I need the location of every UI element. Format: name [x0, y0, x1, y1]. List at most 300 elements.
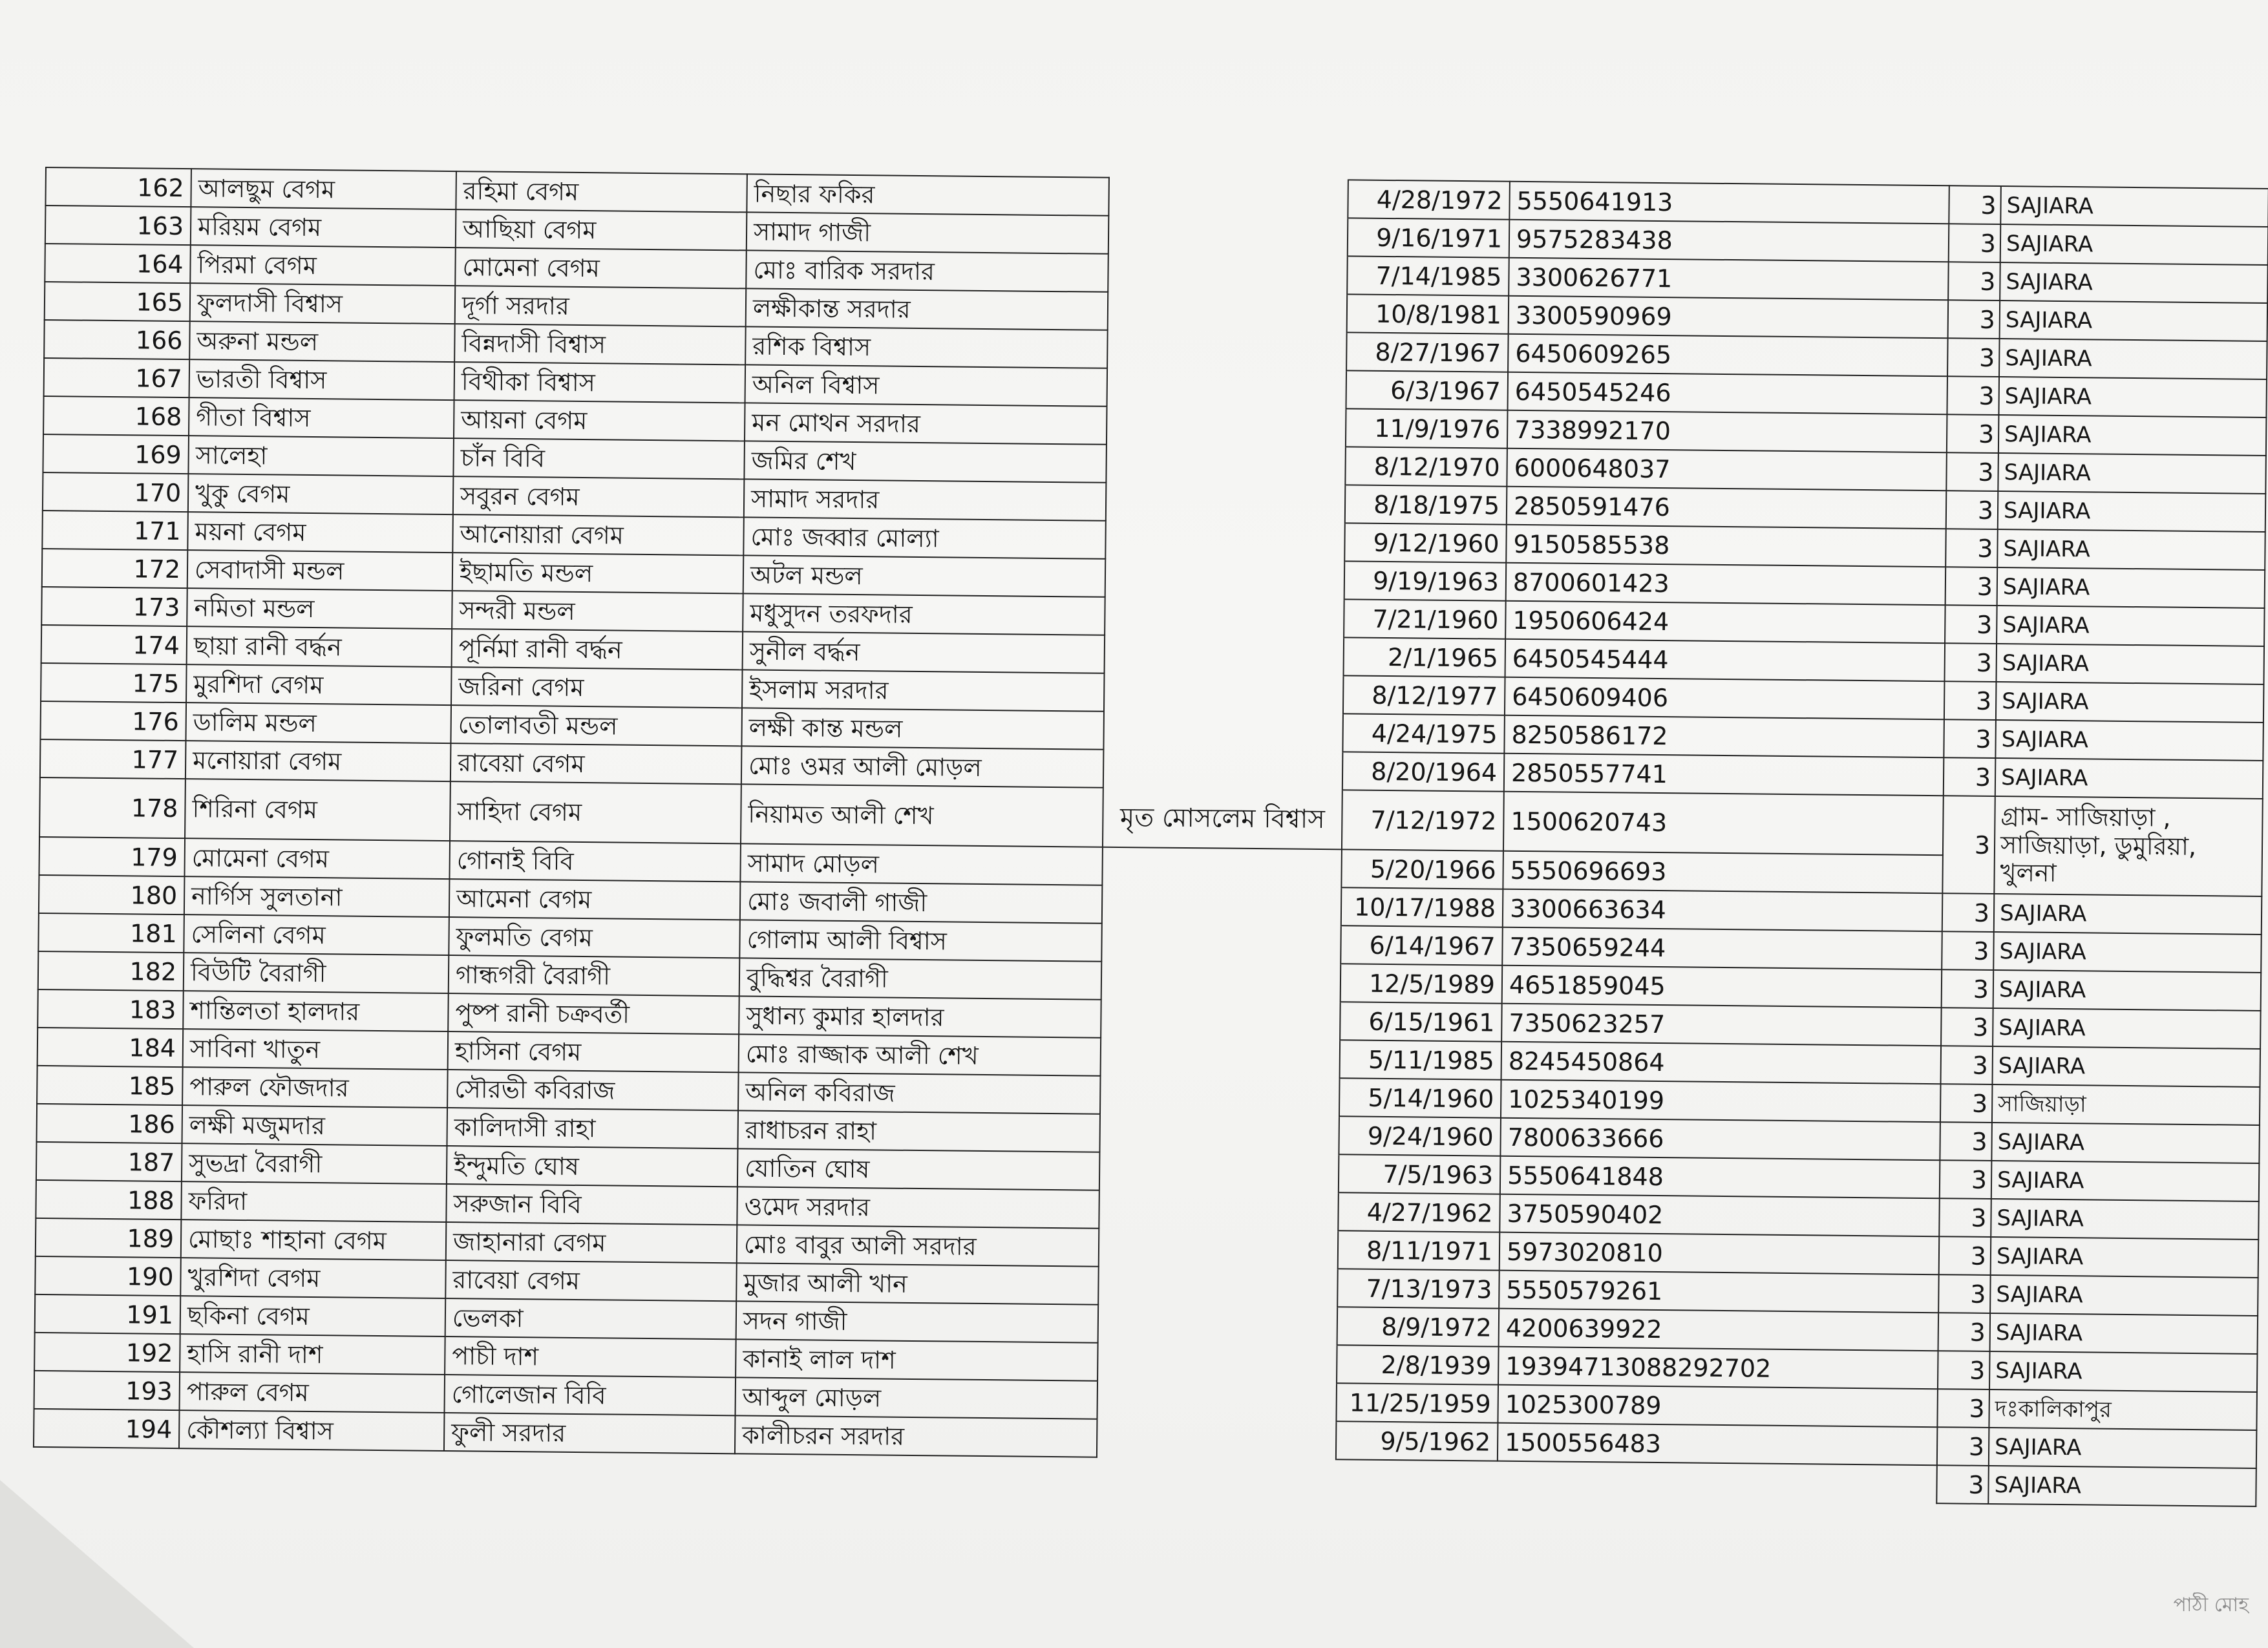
- mother-name-cell: চাঁন বিবি: [453, 438, 745, 479]
- father-name-cell: অনিল কবিরাজ: [738, 1072, 1101, 1114]
- mother-name-cell: ফুলমতি বেগম: [449, 917, 740, 958]
- serial-cell: 162: [45, 167, 191, 207]
- date-of-birth-cell: 8/12/1970: [1345, 447, 1507, 486]
- ward-code-cell: 3: [1944, 643, 1997, 682]
- village-cell: SAJIARA: [1994, 894, 2262, 935]
- mother-name-cell: গোলেজান বিবি: [445, 1375, 736, 1415]
- name-cell: পারুল বেগম: [180, 1372, 445, 1413]
- ward-code-cell: 3: [1945, 567, 1998, 606]
- name-cell: ময়না বেগম: [187, 512, 453, 553]
- serial-cell: 192: [34, 1333, 180, 1372]
- table-body: [33, 167, 2268, 1506]
- date-of-birth-cell: 11/25/1959: [1336, 1383, 1498, 1422]
- father-name-cell: মোঃ বাবুর আলী সরদার: [737, 1225, 1099, 1266]
- village-cell: SAJIARA: [2000, 301, 2268, 341]
- nid-cell: 6450545246: [1507, 372, 1947, 415]
- nid-cell: 7800633666: [1500, 1118, 1940, 1161]
- footer-signature: পাঠী মোহ: [2173, 1594, 2249, 1616]
- date-of-birth-cell: 4/24/1975: [1342, 713, 1505, 753]
- mother-name-cell: পুষ্প রানী চক্রবর্তী: [448, 993, 739, 1034]
- husband-cell: [1107, 407, 1346, 447]
- village-cell: SAJIARA: [2000, 186, 2268, 227]
- date-of-birth-cell: 9/16/1971: [1348, 218, 1510, 257]
- nid-cell: 3750590402: [1500, 1194, 1940, 1237]
- husband-cell: [1104, 673, 1344, 714]
- ward-code-cell: 3: [1942, 796, 1995, 894]
- date-of-birth-cell: 6/14/1967: [1341, 925, 1503, 965]
- ward-code-cell: 3: [1942, 931, 1994, 970]
- ward-code-cell: 3: [1946, 452, 1998, 491]
- ward-code-cell: 3: [1941, 1046, 1993, 1084]
- husband-cell: [1099, 1229, 1339, 1269]
- nid-cell: 6000648037: [1507, 449, 1947, 491]
- mother-name-cell: তোলাবতী মন্ডল: [450, 705, 742, 746]
- date-of-birth-cell: 5/14/1960: [1339, 1078, 1501, 1117]
- blank-cell: [33, 1447, 179, 1486]
- name-cell: সুভদ্রা বৈরাগী: [182, 1143, 447, 1184]
- date-of-birth-cell: 4/27/1962: [1338, 1192, 1500, 1232]
- serial-cell: 180: [39, 875, 185, 914]
- husband-cell: [1108, 254, 1348, 295]
- father-name-cell: রাধাচরন রাহা: [737, 1110, 1100, 1152]
- husband-cell: [1103, 712, 1343, 752]
- ward-code-cell: 3: [1946, 491, 1998, 529]
- mother-name-cell: আমেনা বেগম: [449, 879, 741, 920]
- village-cell: SAJIARA: [2000, 224, 2268, 265]
- nid-cell: 4200639922: [1499, 1309, 1939, 1351]
- nid-cell: 3300590969: [1509, 296, 1949, 339]
- date-of-birth-cell: 8/9/1972: [1337, 1307, 1500, 1346]
- husband-cell: [1105, 597, 1344, 638]
- village-cell: SAJIARA: [1991, 1199, 2259, 1240]
- village-cell: SAJIARA: [1997, 567, 2265, 608]
- mother-name-cell: সরুজান বিবি: [446, 1184, 737, 1225]
- mother-name-cell: সৌরভী কবিরাজ: [447, 1070, 739, 1110]
- village-cell: SAJIARA: [1993, 932, 2262, 973]
- serial-cell: 190: [35, 1256, 181, 1296]
- date-of-birth-cell: 10/8/1981: [1347, 294, 1509, 333]
- ward-code-cell: 3: [1936, 1465, 1989, 1504]
- date-of-birth-cell: 6/3/1967: [1346, 370, 1508, 410]
- husband-cell: [1101, 1038, 1341, 1079]
- serial-cell: 179: [39, 837, 185, 876]
- village-cell: SAJIARA: [2000, 262, 2268, 303]
- father-name-cell: কালীচরন সরদার: [735, 1415, 1097, 1457]
- nid-cell: 6450609406: [1505, 677, 1945, 720]
- father-name-cell: সুধান্য কুমার হালদার: [739, 996, 1101, 1037]
- husband-cell: [1099, 1190, 1339, 1231]
- name-cell: কৌশল্যা বিশ্বাস: [179, 1410, 445, 1451]
- name-cell: ছকিনা বেগম: [180, 1296, 446, 1336]
- ward-code-cell: 3: [1944, 681, 1997, 720]
- father-name-cell: রশিক বিশ্বাস: [745, 326, 1108, 368]
- date-of-birth-cell: 5/20/1966: [1341, 849, 1503, 889]
- ward-code-cell: 3: [1947, 414, 1999, 453]
- name-cell: শিরিনা বেগম: [185, 779, 450, 841]
- serial-cell: 194: [34, 1409, 180, 1448]
- village-cell: দঃকালিকাপুর: [1989, 1389, 2257, 1430]
- village-cell: SAJIARA: [1990, 1275, 2258, 1316]
- name-cell: হাসি রানী দাশ: [180, 1334, 445, 1375]
- mother-name-cell: গান্ধগরী বৈরাগী: [449, 955, 740, 996]
- blank-cell: [178, 1448, 444, 1489]
- nid-cell: 4651859045: [1502, 966, 1942, 1008]
- father-name-cell: সামাদ গাজী: [747, 212, 1109, 253]
- mother-name-cell: হাসিনা বেগম: [448, 1031, 739, 1072]
- serial-cell: 170: [43, 472, 189, 512]
- husband-cell: [1097, 1381, 1337, 1422]
- ward-code-cell: 3: [1947, 376, 1999, 415]
- name-cell: সাবিনা খাতুন: [183, 1029, 449, 1070]
- village-cell: SAJIARA: [1995, 720, 2263, 761]
- ward-code-cell: 3: [1945, 529, 1998, 567]
- date-of-birth-cell: 8/27/1967: [1346, 332, 1509, 372]
- ward-code-cell: 3: [1948, 262, 2000, 301]
- name-cell: খুরশিদা বেগম: [180, 1258, 446, 1298]
- name-cell: নার্গিস সুলতানা: [184, 876, 450, 917]
- father-name-cell: নিয়ামত আলী শেখ: [741, 784, 1103, 847]
- father-name-cell: মন মোথন সরদার: [745, 403, 1107, 444]
- village-cell: SAJIARA: [1991, 1237, 2259, 1278]
- nid-cell: 8245450864: [1501, 1042, 1942, 1084]
- nid-cell: 1500556483: [1498, 1423, 1938, 1466]
- name-cell: পিরমা বেগম: [190, 245, 456, 286]
- father-name-cell: মোঃ ওমর আলী মোড়ল: [741, 746, 1104, 787]
- father-name-cell: মোঃ রাজ্জাক আলী শেখ: [739, 1034, 1101, 1075]
- father-name-cell: সামাদ সরদার: [744, 479, 1107, 520]
- serial-cell: 175: [41, 663, 187, 703]
- nid-cell: 5550641848: [1500, 1156, 1940, 1199]
- nid-cell: 8250586172: [1504, 715, 1944, 758]
- husband-cell: [1106, 445, 1346, 485]
- nid-cell: 5550696693: [1503, 851, 1943, 894]
- name-cell: মোমেনা বেগম: [184, 838, 450, 879]
- village-cell: SAJIARA: [1996, 644, 2264, 684]
- husband-cell: [1108, 178, 1348, 218]
- serial-cell: 184: [37, 1028, 184, 1067]
- date-of-birth-cell: 12/5/1989: [1341, 964, 1503, 1003]
- name-cell: ডালিম মন্ডল: [185, 703, 451, 743]
- village-cell: SAJIARA: [1993, 970, 2262, 1011]
- village-cell: SAJIARA: [1997, 606, 2265, 646]
- blank-cell: [1335, 1459, 1498, 1499]
- mother-name-cell: ইছামতি মন্ডল: [452, 553, 744, 593]
- village-cell: SAJIARA: [1999, 339, 2267, 379]
- husband-cell: [1102, 885, 1342, 926]
- husband-cell: [1103, 750, 1343, 790]
- date-of-birth-cell: 8/20/1964: [1342, 752, 1505, 791]
- serial-cell: 176: [40, 701, 186, 741]
- mother-name-cell: দূর্গা সরদার: [455, 286, 747, 326]
- serial-cell: 182: [38, 951, 184, 991]
- serial-cell: 169: [43, 434, 189, 474]
- serial-cell: 171: [42, 511, 188, 550]
- husband-cell: [1108, 292, 1348, 333]
- mother-name-cell: বিথীকা বিশ্বাস: [454, 362, 746, 403]
- nid-cell: 1500620743: [1503, 792, 1944, 856]
- ward-code-cell: 3: [1948, 300, 2000, 339]
- blank-cell: [443, 1451, 735, 1492]
- serial-cell: 164: [45, 244, 191, 283]
- husband-cell: [1105, 521, 1345, 562]
- mother-name-cell: সাহিদা বেগম: [450, 781, 741, 843]
- ward-code-cell: 3: [1944, 757, 1996, 796]
- nid-cell: 5550579261: [1499, 1271, 1939, 1313]
- blank-cell: [734, 1453, 1097, 1495]
- village-cell: SAJIARA: [1998, 453, 2266, 494]
- husband-cell: [1107, 368, 1347, 409]
- nid-cell: 3300626771: [1509, 258, 1949, 301]
- ward-code-cell: 3: [1942, 969, 1994, 1008]
- ward-code-cell: 3: [1938, 1313, 1991, 1351]
- date-of-birth-cell: 7/14/1985: [1347, 256, 1509, 295]
- ward-code-cell: 3: [1939, 1198, 1991, 1237]
- name-cell: সেলিনা বেগম: [184, 914, 449, 955]
- serial-cell: 173: [41, 587, 187, 626]
- mother-name-cell: পূর্নিমা রানী বর্দ্ধন: [452, 629, 743, 670]
- nid-cell: 5973020810: [1500, 1232, 1940, 1275]
- serial-cell: 187: [36, 1142, 182, 1181]
- mother-name-cell: রাবেয়া বেগম: [445, 1260, 737, 1301]
- father-name-cell: আব্দুল মোড়ল: [736, 1377, 1098, 1419]
- father-name-cell: যোতিন ঘোষ: [737, 1148, 1100, 1190]
- mother-name-cell: সন্দরী মন্ডল: [452, 591, 743, 631]
- father-name-cell: সুনীল বর্দ্ধন: [743, 631, 1105, 673]
- date-of-birth-cell: 5/11/1985: [1340, 1040, 1502, 1079]
- village-cell: SAJIARA: [1997, 529, 2265, 570]
- serial-cell: 166: [44, 320, 190, 359]
- ward-code-cell: 3: [1938, 1274, 1991, 1313]
- ward-code-cell: 3: [1940, 1160, 1992, 1199]
- father-name-cell: সদন গাজী: [736, 1301, 1099, 1342]
- husband-cell: [1100, 1076, 1340, 1117]
- mother-name-cell: পাচী দাশ: [445, 1336, 736, 1377]
- mother-name-cell: ফুলী সরদার: [444, 1413, 736, 1453]
- father-name-cell: মোঃ জব্বার মোল্যা: [743, 517, 1106, 558]
- village-cell: SAJIARA: [1996, 682, 2264, 723]
- nid-cell: 1025340199: [1501, 1080, 1941, 1123]
- blank-cell: [1497, 1461, 1937, 1504]
- father-name-cell: সামাদ মোড়ল: [740, 843, 1103, 885]
- nid-cell: 9150585538: [1506, 525, 1946, 567]
- husband-cell: মৃত মোসলেম বিশ্বাস: [1103, 788, 1342, 850]
- nid-cell: 8700601423: [1506, 563, 1946, 606]
- husband-cell: [1097, 1343, 1337, 1384]
- husband-cell: [1101, 924, 1341, 964]
- serial-cell: 168: [43, 396, 189, 436]
- date-of-birth-cell: 6/15/1961: [1340, 1002, 1502, 1041]
- serial-cell: 181: [38, 913, 184, 953]
- mother-name-cell: সবুরন বেগম: [453, 476, 745, 517]
- serial-cell: 188: [36, 1180, 182, 1220]
- serial-cell: 172: [42, 549, 188, 588]
- nid-cell: 1950606424: [1505, 601, 1945, 644]
- father-name-cell: ইসলাম সরদার: [742, 670, 1105, 711]
- serial-cell: 189: [36, 1218, 182, 1258]
- father-name-cell: মোঃ বারিক সরদার: [746, 250, 1108, 291]
- father-name-cell: অটল মন্ডল: [743, 555, 1106, 597]
- father-name-cell: গোলাম আলী বিশ্বাস: [739, 920, 1102, 961]
- mother-name-cell: কালিদাসী রাহা: [447, 1108, 738, 1148]
- name-cell: ফরিদা: [181, 1181, 447, 1222]
- name-cell: বিউটি বৈরাগী: [184, 953, 449, 993]
- mother-name-cell: গোনাই বিবি: [449, 841, 741, 882]
- husband-cell: [1098, 1305, 1338, 1346]
- nid-cell: 1025300789: [1498, 1385, 1938, 1428]
- ward-code-cell: 3: [1940, 1084, 1993, 1123]
- husband-cell: [1101, 962, 1341, 1002]
- father-name-cell: জমির শেখ: [744, 441, 1107, 482]
- date-of-birth-cell: 8/18/1975: [1345, 485, 1507, 524]
- ward-code-cell: 3: [1942, 893, 1995, 932]
- serial-cell: 185: [37, 1066, 183, 1105]
- nid-cell: 2850557741: [1504, 754, 1944, 796]
- date-of-birth-cell: 8/11/1971: [1338, 1231, 1500, 1270]
- village-cell: SAJIARA: [1991, 1161, 2260, 1201]
- village-cell: SAJIARA: [1989, 1351, 2258, 1392]
- father-name-cell: মুজার আলী খান: [736, 1263, 1099, 1304]
- beneficiary-table-container: [32, 167, 2267, 1507]
- husband-cell: [1105, 559, 1345, 600]
- father-name-cell: বুদ্ধিশ্বর বৈরাগী: [739, 958, 1102, 999]
- husband-cell: [1099, 1114, 1339, 1155]
- serial-cell: 177: [40, 739, 186, 779]
- blank-cell: [1096, 1457, 1336, 1498]
- village-cell: SAJIARA: [1988, 1466, 2256, 1506]
- nid-cell: 2850591476: [1507, 487, 1947, 529]
- ward-code-cell: 3: [1937, 1389, 1989, 1428]
- father-name-cell: মধুসুদন তরফদার: [743, 593, 1105, 635]
- beneficiary-table: [32, 167, 2268, 1507]
- mother-name-cell: ভেলকা: [445, 1298, 737, 1339]
- mother-name-cell: বিন্নদাসী বিশ্বাস: [454, 324, 746, 364]
- folded-corner: [0, 1480, 194, 1648]
- ward-code-cell: 3: [1945, 605, 1997, 644]
- nid-cell: 19394713088292702: [1498, 1347, 1938, 1389]
- date-of-birth-cell: 9/12/1960: [1344, 523, 1507, 562]
- name-cell: মোছাঃ শাহানা বেগম: [181, 1220, 447, 1260]
- mother-name-cell: মোমেনা বেগম: [455, 248, 747, 288]
- date-of-birth-cell: 8/12/1977: [1343, 675, 1505, 715]
- mother-name-cell: আনোয়ারা বেগম: [452, 514, 744, 555]
- date-of-birth-cell: 9/5/1962: [1336, 1421, 1498, 1461]
- mother-name-cell: আছিয়া বেগম: [456, 209, 747, 250]
- serial-cell: 178: [39, 777, 185, 838]
- father-name-cell: অনিল বিশ্বাস: [745, 364, 1108, 406]
- name-cell: মুরশিদা বেগম: [186, 664, 452, 705]
- village-cell: SAJIARA: [1990, 1313, 2258, 1354]
- date-of-birth-cell: 9/19/1963: [1344, 561, 1507, 600]
- village-cell: SAJIARA: [1993, 1008, 2261, 1049]
- village-cell: সাজিয়াড়া: [1992, 1084, 2260, 1125]
- father-name-cell: মোঃ জবালী গাজী: [740, 882, 1103, 923]
- name-cell: ভারতী বিশ্বাস: [189, 359, 455, 400]
- name-cell: লক্ষী মজুমদার: [182, 1105, 448, 1146]
- serial-cell: 193: [34, 1371, 180, 1410]
- name-cell: গীতা বিশ্বাস: [189, 397, 454, 438]
- name-cell: পারুল ফৌজদার: [182, 1067, 448, 1108]
- village-cell: SAJIARA: [1991, 1123, 2260, 1163]
- ward-code-cell: 3: [1939, 1236, 1991, 1275]
- husband-cell: [1098, 1267, 1338, 1307]
- father-name-cell: লক্ষীকান্ত সরদার: [746, 288, 1108, 330]
- date-of-birth-cell: 7/13/1973: [1337, 1269, 1500, 1308]
- ward-code-cell: 3: [1941, 1008, 1993, 1046]
- ward-code-cell: 3: [1940, 1122, 1992, 1161]
- name-cell: শান্তিলতা হালদার: [183, 991, 449, 1031]
- date-of-birth-cell: 7/12/1972: [1342, 790, 1504, 850]
- father-name-cell: লক্ষী কান্ত মন্ডল: [741, 708, 1104, 749]
- name-cell: ফুলদাসী বিশ্বাস: [190, 283, 456, 324]
- serial-cell: 167: [44, 358, 190, 397]
- serial-cell: 191: [35, 1294, 181, 1334]
- village-cell: গ্রাম- সাজিয়াড়া , সাজিয়াড়া, ডুমুরিয়া, খুলনা: [1994, 796, 2262, 896]
- name-cell: সেবাদাসী মন্ডল: [187, 550, 453, 591]
- husband-cell: [1107, 330, 1347, 371]
- ward-code-cell: 3: [1949, 185, 2001, 224]
- serial-cell: 165: [45, 282, 191, 321]
- date-of-birth-cell: 7/21/1960: [1344, 599, 1506, 639]
- husband-cell: [1102, 847, 1342, 888]
- village-cell: SAJIARA: [1995, 758, 2263, 799]
- village-cell: SAJIARA: [1998, 377, 2267, 417]
- ward-code-cell: 3: [1937, 1427, 1989, 1466]
- serial-cell: 183: [37, 989, 184, 1029]
- mother-name-cell: রাবেয়া বেগম: [450, 743, 742, 784]
- name-cell: মনোয়ারা বেগম: [185, 741, 451, 781]
- nid-cell: 5550641913: [1509, 182, 1949, 224]
- ward-code-cell: 3: [1938, 1351, 1990, 1389]
- serial-cell: 174: [41, 625, 187, 664]
- village-cell: SAJIARA: [1993, 1046, 2261, 1087]
- ward-code-cell: 3: [1949, 224, 2001, 262]
- date-of-birth-cell: 10/17/1988: [1341, 887, 1503, 927]
- mother-name-cell: ইন্দুমতি ঘোষ: [447, 1146, 738, 1187]
- ward-code-cell: 3: [1944, 719, 1996, 758]
- village-cell: SAJIARA: [1989, 1428, 2257, 1468]
- nid-cell: 9575283438: [1509, 220, 1949, 262]
- nid-cell: 6450545444: [1505, 639, 1945, 682]
- mother-name-cell: জরিনা বেগম: [451, 667, 743, 708]
- village-cell: SAJIARA: [1998, 491, 2266, 532]
- father-name-cell: ওমেদ সরদার: [737, 1187, 1099, 1228]
- husband-cell: [1105, 635, 1344, 676]
- date-of-birth-cell: 9/24/1960: [1339, 1116, 1501, 1156]
- father-name-cell: কানাই লাল দাশ: [736, 1339, 1098, 1380]
- husband-cell: [1097, 1419, 1337, 1460]
- name-cell: খুকু বেগম: [188, 474, 454, 514]
- mother-name-cell: জাহানারা বেগম: [446, 1222, 737, 1263]
- date-of-birth-cell: 11/9/1976: [1346, 408, 1508, 448]
- name-cell: নমিতা মন্ডল: [187, 588, 452, 629]
- village-cell: SAJIARA: [1998, 415, 2267, 456]
- date-of-birth-cell: 2/1/1965: [1344, 637, 1506, 677]
- husband-cell: [1106, 483, 1346, 523]
- serial-cell: 186: [37, 1104, 183, 1143]
- husband-cell: [1099, 1152, 1339, 1193]
- name-cell: সালেহা: [188, 436, 454, 476]
- name-cell: মরিয়ম বেগম: [191, 207, 456, 248]
- ward-code-cell: 3: [1947, 338, 2000, 377]
- husband-cell: [1108, 216, 1348, 257]
- name-cell: অরুনা মন্ডল: [189, 321, 455, 362]
- husband-cell: [1101, 1000, 1341, 1041]
- nid-cell: 7350623257: [1501, 1004, 1942, 1046]
- nid-cell: 6450609265: [1508, 334, 1948, 377]
- serial-cell: 163: [45, 206, 191, 245]
- father-name-cell: নিছার ফকির: [747, 174, 1109, 215]
- nid-cell: 7338992170: [1507, 410, 1947, 453]
